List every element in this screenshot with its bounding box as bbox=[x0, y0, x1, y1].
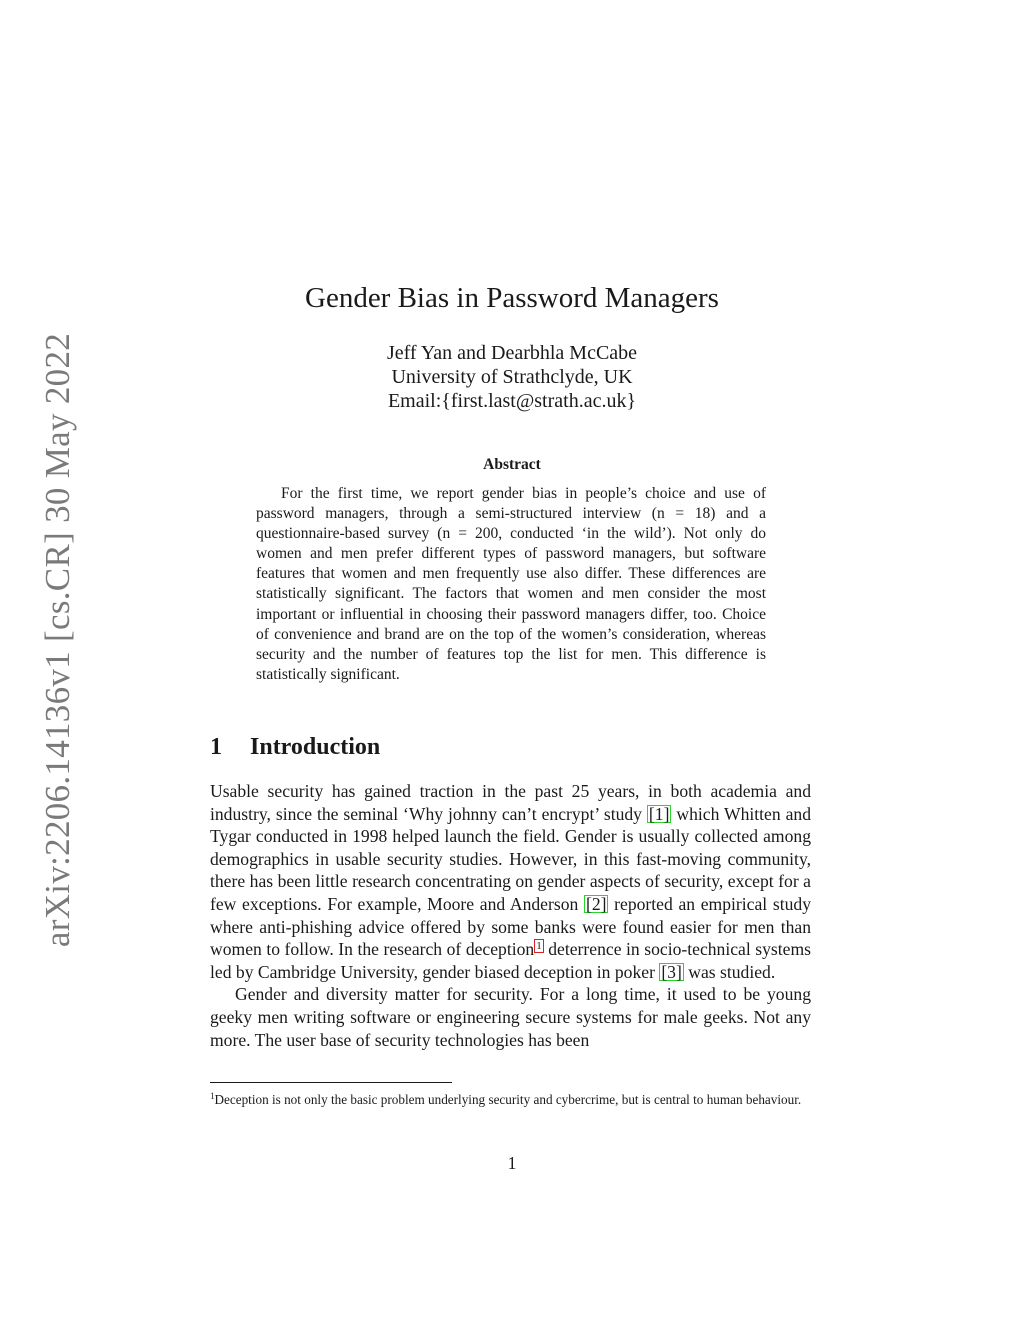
citation-link[interactable]: [3] bbox=[661, 961, 682, 982]
body-text bbox=[210, 780, 811, 1051]
footnote-text: Deception is not only the basic problem underlying security and cybercrime, but is central to human behaviour. bbox=[214, 1092, 802, 1107]
author-block bbox=[0, 341, 1024, 413]
section-number: 1 bbox=[210, 734, 222, 760]
author-affiliation: University of Strathclyde, UK bbox=[391, 366, 633, 388]
page-number: 1 bbox=[507, 1153, 517, 1173]
section-heading bbox=[210, 734, 380, 761]
footnote-mark: 1 bbox=[210, 1091, 215, 1101]
footnote-link[interactable]: 1 bbox=[536, 940, 542, 953]
citation-link[interactable]: [1] bbox=[648, 803, 670, 824]
citation-link[interactable]: [2] bbox=[585, 893, 607, 914]
paragraph bbox=[210, 780, 811, 983]
paragraph-text: Usable security has gained traction in the past 25 years, in both academia and industry, since the seminal ‘Why johnny can’t encrypt’ study bbox=[210, 781, 811, 824]
author-names: Jeff Yan and Dearbhla McCabe bbox=[386, 342, 638, 364]
paragraph-text: deterrence in socio-technical systems led by Cambridge University, gender biased deception in poker bbox=[210, 939, 811, 982]
author-email: Email:{first.last@strath.ac.uk} bbox=[387, 390, 637, 412]
paragraph-text: reported an empirical study where anti-phishing advice offered by some banks were found easier for men than women to follow. In the research of deception bbox=[210, 893, 811, 960]
abstract-text: For the first time, we report gender bias in people’s choice and use of password managers, through a semi-structured interview (n = 18) and a questionnaire-based survey (n = 200, conducted ‘in the wild’). Not only do women and men prefer different types of password managers, but software features that women and men frequently use also differ. These differences are statistically significant. The factors that women and men consider the most important or influential in choosing their password managers differ, too. Choice of convenience and brand are on the top of the women’s consideration, whereas security and the number of features top the list for men. This difference is statistically significant. bbox=[256, 485, 766, 683]
abstract-heading: Abstract bbox=[483, 456, 541, 473]
paragraph-text: which Whitten and Tygar conducted in 1998 helped launch the field. Gender is usually collected among demographics in usable security studies. However, in this fast-moving community, there has been little research concentrating on gender aspects of security, except for a few exceptions. For example, Moore and Anderson bbox=[210, 803, 811, 914]
section-title: Introduction bbox=[250, 734, 381, 760]
paragraph-text: was studied. bbox=[683, 961, 776, 982]
footnote-rule bbox=[210, 1082, 452, 1083]
arxiv-identifier-stamp: arXiv:2206.14136v1 [cs.CR] 30 May 2022 bbox=[38, 332, 77, 948]
paper-title: Gender Bias in Password Managers bbox=[305, 282, 719, 314]
footnote bbox=[210, 1087, 811, 1110]
paragraph: Gender and diversity matter for security. For a long time, it used to be young geeky men writing software or engineering secure systems for male geeks. Not any more. The user base of security technologies has been bbox=[210, 984, 811, 1050]
